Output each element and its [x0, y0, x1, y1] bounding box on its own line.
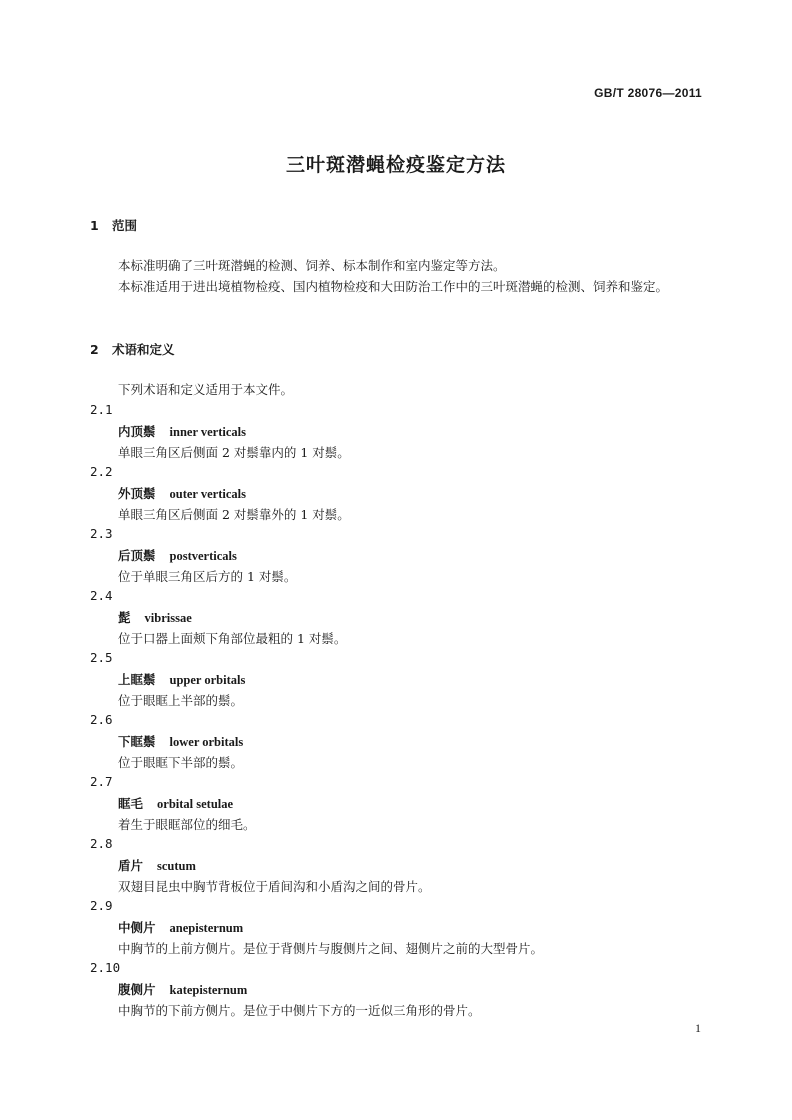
- term-entry: [118, 422, 246, 440]
- term-definition: 位于口器上面颊下角部位最粗的 1 对鬃。: [118, 631, 347, 646]
- term-english: anepisternum: [169, 921, 244, 935]
- term-english: outer verticals: [169, 487, 246, 501]
- term-definition: 位于眼眶下半部的鬃。: [118, 755, 244, 770]
- term-entry: [118, 732, 243, 750]
- term-entry: [118, 608, 192, 626]
- term-number: 2.8: [90, 836, 113, 851]
- term-english: orbital setulae: [157, 797, 234, 811]
- term-english: inner verticals: [169, 425, 247, 439]
- term-definition: 中胸节的下前方侧片。是位于中侧片下方的一近似三角形的骨片。: [118, 1003, 481, 1018]
- term-chinese: 髭: [118, 610, 131, 625]
- term-chinese: 眶毛: [118, 796, 144, 811]
- term-definition: 位于单眼三角区后方的 1 对鬃。: [118, 569, 297, 584]
- term-english: vibrissae: [144, 611, 192, 625]
- term-definition: 单眼三角区后侧面 2 对鬃靠内的 1 对鬃。: [118, 445, 350, 460]
- term-number: 2.3: [90, 526, 113, 541]
- paragraph: 本标准适用于进出境植物检疫、国内植物检疫和大田防治工作中的三叶斑潜蝇的检测、饲养和鉴定。: [118, 279, 669, 294]
- section-lead: 下列术语和定义适用于本文件。: [118, 382, 294, 397]
- term-chinese: 后顶鬃: [118, 548, 156, 563]
- page-number: 1: [695, 1021, 701, 1035]
- term-number: 2.1: [90, 402, 113, 417]
- term-english: lower orbitals: [169, 735, 244, 749]
- term-english: katepisternum: [169, 983, 248, 997]
- paragraph: 本标准明确了三叶斑潜蝇的检测、饲养、标本制作和室内鉴定等方法。: [118, 258, 506, 273]
- section-1-heading: [90, 216, 137, 234]
- section-number: 1: [90, 218, 99, 233]
- term-entry: [118, 794, 233, 812]
- document-title: 三叶斑潜蝇检疫鉴定方法: [285, 154, 506, 176]
- term-definition: 着生于眼眶部位的细毛。: [118, 817, 256, 832]
- term-definition: 中胸节的上前方侧片。是位于背侧片与腹侧片之间、翅侧片之前的大型骨片。: [118, 941, 544, 956]
- term-english: upper orbitals: [169, 673, 246, 687]
- term-chinese: 外顶鬃: [118, 486, 156, 501]
- term-chinese: 腹侧片: [118, 982, 156, 997]
- term-definition: 双翅目昆虫中胸节背板位于盾间沟和小盾沟之间的骨片。: [118, 879, 431, 894]
- section-number: 2: [90, 342, 99, 357]
- term-english: scutum: [157, 859, 196, 873]
- term-number: 2.10: [90, 960, 121, 975]
- term-entry: [118, 484, 246, 502]
- term-number: 2.5: [90, 650, 113, 665]
- term-entry: [118, 670, 245, 688]
- term-chinese: 内顶鬃: [118, 424, 156, 439]
- standard-number: GB/T 28076—2011: [594, 86, 702, 100]
- term-number: 2.4: [90, 588, 113, 603]
- term-number: 2.6: [90, 712, 113, 727]
- term-entry: [118, 856, 196, 874]
- term-chinese: 盾片: [118, 858, 144, 873]
- term-number: 2.9: [90, 898, 113, 913]
- term-chinese: 上眶鬃: [118, 672, 156, 687]
- term-chinese: 下眶鬃: [118, 734, 156, 749]
- term-definition: 位于眼眶上半部的鬃。: [118, 693, 244, 708]
- term-entry: [118, 980, 247, 998]
- section-title: 术语和定义: [112, 342, 175, 357]
- term-number: 2.7: [90, 774, 113, 789]
- term-entry: [118, 918, 243, 936]
- term-definition: 单眼三角区后侧面 2 对鬃靠外的 1 对鬃。: [118, 507, 350, 522]
- term-number: 2.2: [90, 464, 113, 479]
- section-2-heading: [90, 340, 175, 358]
- section-title: 范围: [112, 218, 138, 233]
- term-entry: [118, 546, 237, 564]
- term-english: postverticals: [169, 549, 237, 563]
- term-chinese: 中侧片: [118, 920, 156, 935]
